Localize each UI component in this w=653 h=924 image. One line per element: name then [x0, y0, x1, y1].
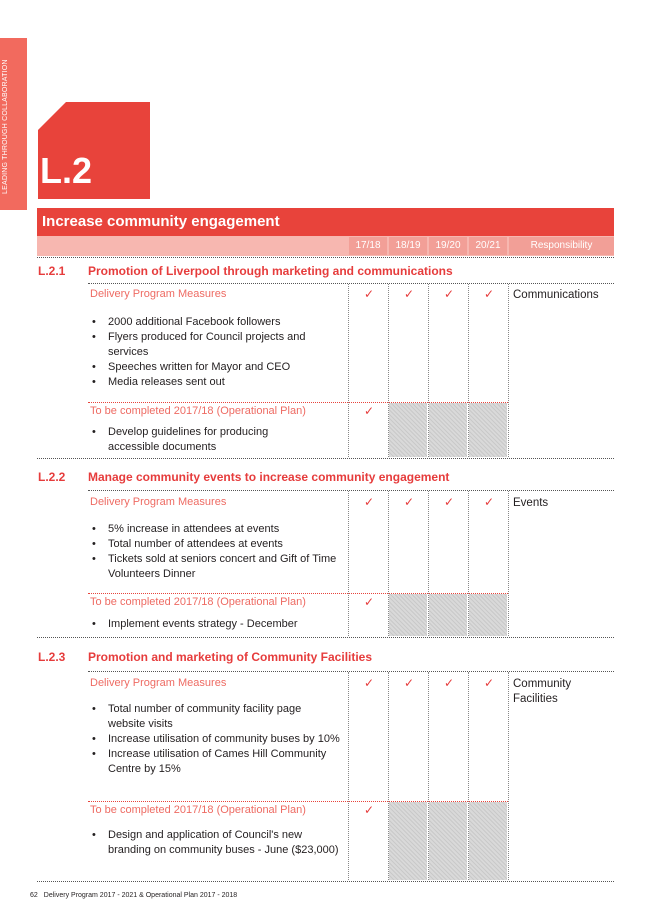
list-item: • Total number of attendees at events — [90, 537, 340, 552]
tick-1718: ✓ — [363, 803, 375, 817]
column-divider — [468, 672, 469, 880]
tick-1920: ✓ — [443, 287, 455, 301]
divider — [37, 458, 614, 459]
section-number: L.2.1 — [38, 264, 66, 278]
column-divider — [348, 284, 349, 457]
operational-list — [90, 425, 320, 455]
column-divider — [468, 284, 469, 457]
tick-2021: ✓ — [483, 287, 495, 301]
list-item: • Flyers produced for Council projects and services — [90, 330, 340, 360]
operational-list — [90, 828, 340, 858]
list-item: • Develop guidelines for producing accessible documents — [90, 425, 320, 455]
year-header-1819: 18/19 — [389, 237, 427, 255]
column-divider — [348, 491, 349, 636]
column-divider — [468, 491, 469, 636]
column-divider — [508, 284, 509, 457]
shaded-cell — [389, 403, 427, 457]
year-header-2021: 20/21 — [469, 237, 507, 255]
list-item: • Increase utilisation of Cames Hill Community Centre by 15% — [90, 747, 340, 777]
shaded-cell — [389, 594, 427, 636]
operational-list — [90, 617, 340, 632]
objective-title: Increase community engagement — [42, 213, 280, 230]
section-title: Promotion and marketing of Community Facilities — [88, 650, 373, 664]
section-badge-label: L.2 — [40, 150, 93, 191]
delivery-measures-label: Delivery Program Measures — [90, 288, 227, 300]
shaded-cell — [469, 403, 507, 457]
list-item: • Speeches written for Mayor and CEO — [90, 360, 340, 375]
measures-list — [90, 522, 340, 582]
list-item: • Media releases sent out — [90, 375, 340, 390]
divider — [37, 881, 614, 882]
tick-1819: ✓ — [403, 287, 415, 301]
delivery-measures-label: Delivery Program Measures — [90, 496, 227, 508]
responsibility-value: Events — [513, 497, 549, 509]
year-header-1718: 17/18 — [349, 237, 387, 255]
list-item: • 5% increase in attendees at events — [90, 522, 340, 537]
tick-2021: ✓ — [483, 676, 495, 690]
delivery-measures-label: Delivery Program Measures — [90, 677, 227, 689]
list-item: • Total number of community facility page website visits — [90, 702, 340, 732]
shaded-cell — [429, 802, 467, 880]
shaded-cell — [389, 802, 427, 880]
tick-1920: ✓ — [443, 495, 455, 509]
list-item: • Design and application of Council's new branding on community buses - June ($23,000) — [90, 828, 340, 858]
divider — [88, 671, 614, 672]
responsibility-value: Community Facilities — [513, 678, 572, 705]
column-divider — [428, 284, 429, 457]
column-divider — [428, 491, 429, 636]
tick-2021: ✓ — [483, 495, 495, 509]
divider — [88, 283, 614, 284]
tick-1718: ✓ — [363, 495, 375, 509]
tick-1718: ✓ — [363, 676, 375, 690]
responsibility-value: Communications — [513, 289, 599, 301]
column-divider — [508, 491, 509, 636]
column-divider — [348, 672, 349, 880]
list-item: • 2000 additional Facebook followers — [90, 315, 340, 330]
operational-plan-label: To be completed 2017/18 (Operational Plan) — [90, 405, 306, 417]
page-number: 62 — [30, 892, 38, 899]
side-tab-text: LEADING THROUGH COLLABORATION — [2, 59, 9, 195]
operational-plan-label: To be completed 2017/18 (Operational Plan) — [90, 596, 306, 608]
year-header-1920: 19/20 — [429, 237, 467, 255]
section-number: L.2.3 — [38, 650, 66, 664]
tick-1819: ✓ — [403, 676, 415, 690]
measures-list — [90, 702, 340, 777]
tick-1718: ✓ — [363, 404, 375, 418]
tick-1718: ✓ — [363, 287, 375, 301]
divider — [37, 257, 614, 258]
column-divider — [428, 672, 429, 880]
responsibility-header: Responsibility — [509, 237, 614, 255]
shaded-cell — [429, 594, 467, 636]
shaded-cell — [469, 594, 507, 636]
tick-1819: ✓ — [403, 495, 415, 509]
footer-text: Delivery Program 2017 - 2021 & Operational Plan 2017 - 2018 — [43, 892, 238, 899]
measures-list — [90, 315, 340, 390]
page-footer — [30, 892, 237, 899]
column-divider — [508, 672, 509, 880]
list-item: • Implement events strategy - December — [90, 617, 340, 632]
list-item: • Increase utilisation of community buses by 10% — [90, 732, 340, 747]
column-divider — [388, 284, 389, 457]
column-divider — [388, 672, 389, 880]
tick-1920: ✓ — [443, 676, 455, 690]
shaded-cell — [429, 403, 467, 457]
divider — [88, 490, 614, 491]
list-item: • Tickets sold at seniors concert and Gift of Time Volunteers Dinner — [90, 552, 340, 582]
section-title: Promotion of Liverpool through marketing and communications — [88, 264, 453, 278]
operational-plan-label: To be completed 2017/18 (Operational Plan) — [90, 804, 306, 816]
shaded-cell — [469, 802, 507, 880]
tick-1718: ✓ — [363, 595, 375, 609]
section-number: L.2.2 — [38, 470, 66, 484]
divider — [37, 637, 614, 638]
column-divider — [388, 491, 389, 636]
section-title: Manage community events to increase community engagement — [88, 470, 450, 484]
